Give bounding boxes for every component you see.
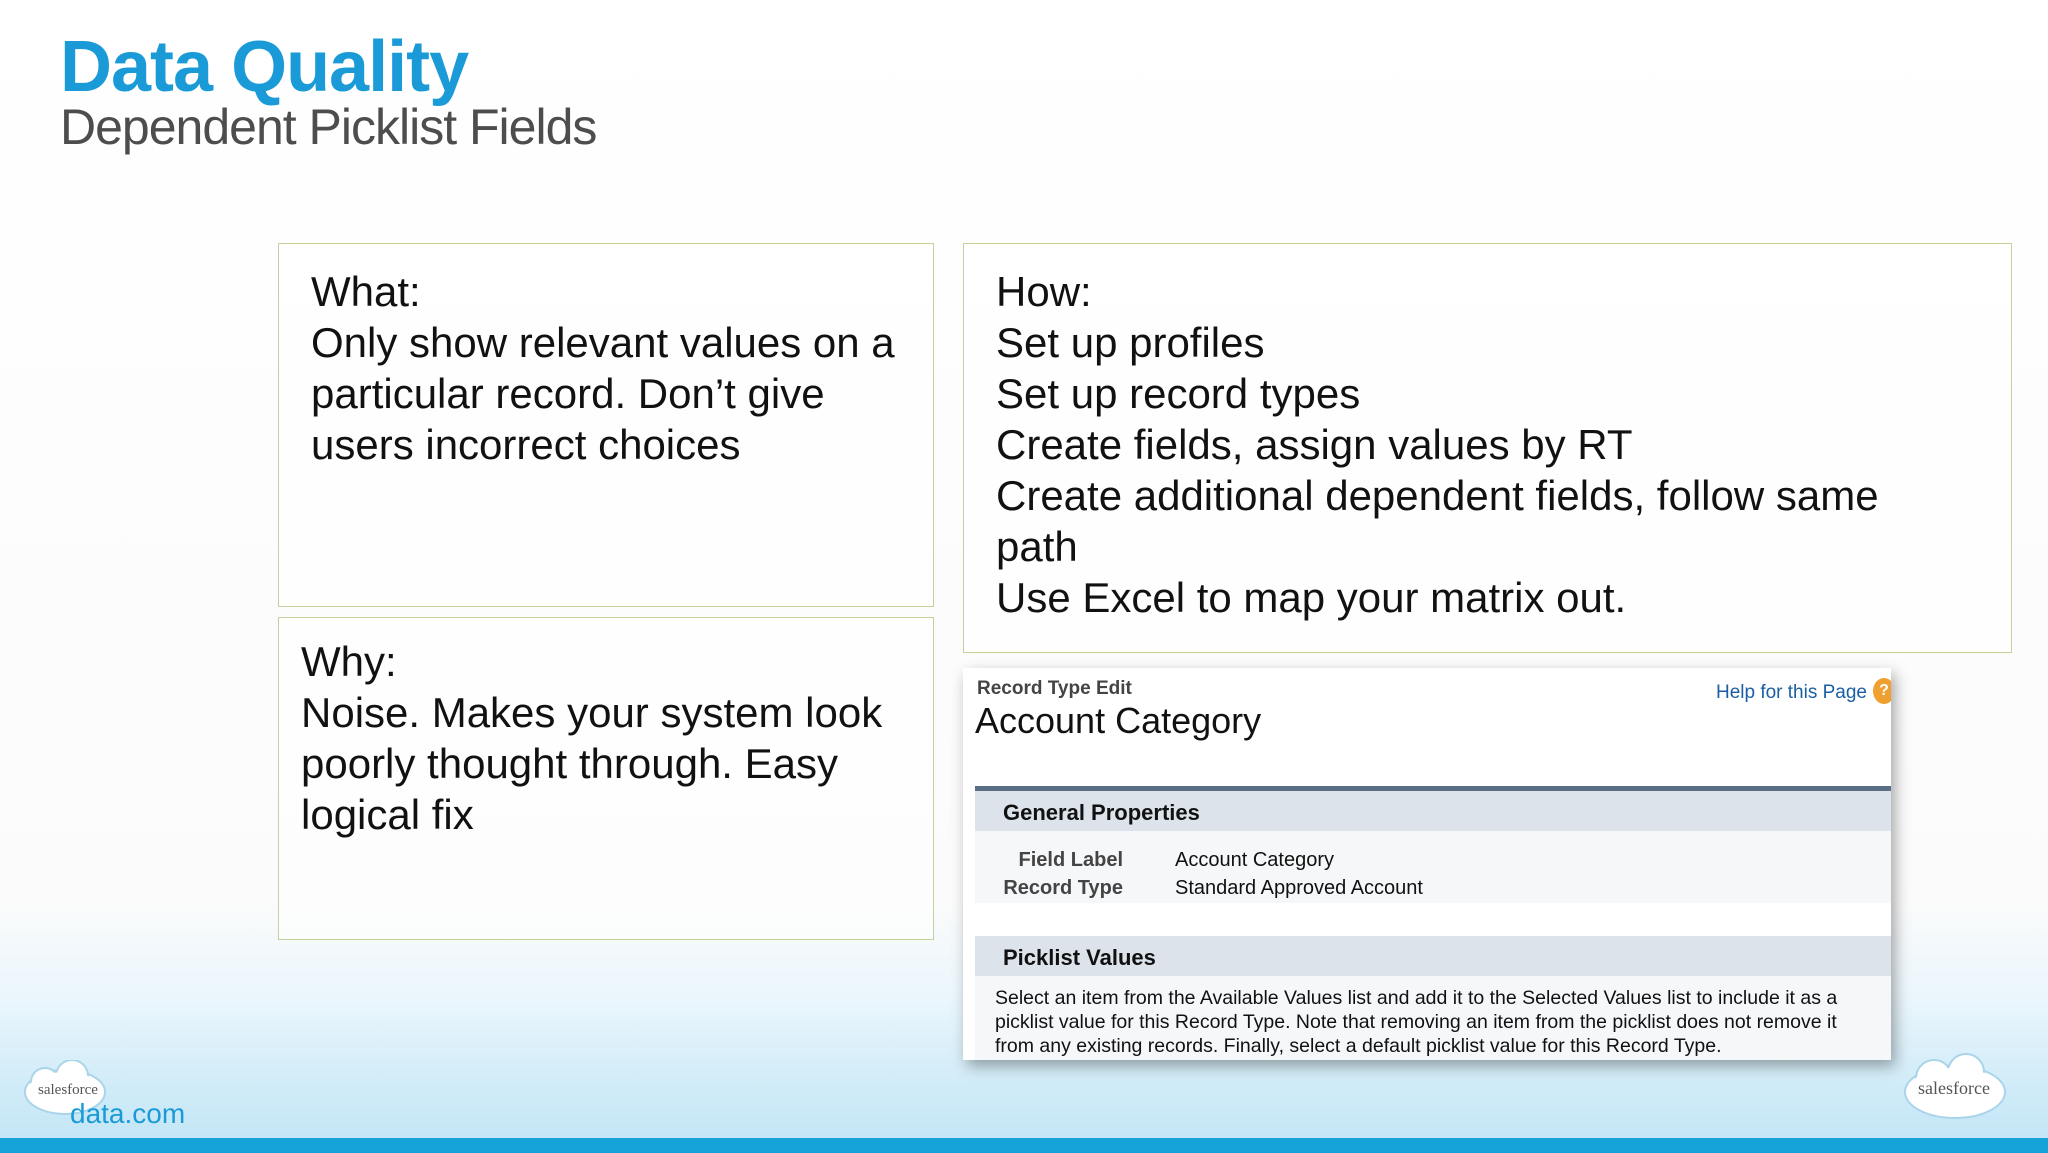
- record-type-row: [975, 877, 1875, 903]
- cloud-text: salesforce: [1918, 1078, 1990, 1098]
- how-step: Use Excel to map your matrix out.: [996, 574, 1627, 621]
- salesforce-datacom-logo: [20, 1060, 200, 1130]
- how-step: Create additional dependent fields, follow same: [996, 472, 1879, 519]
- record-type-edit-screenshot: [963, 668, 1891, 1060]
- why-line: poorly thought through. Easy: [301, 740, 839, 787]
- help-link[interactable]: Help for this Page: [1715, 682, 1867, 703]
- how-step: path: [996, 523, 1078, 570]
- salesforce-logo: [1900, 1052, 2010, 1126]
- how-step: Create fields, assign values by RT: [996, 421, 1633, 468]
- why-heading: Why:: [301, 638, 397, 685]
- help-icon[interactable]: ?: [1873, 678, 1891, 704]
- cloud-text: salesforce: [38, 1082, 98, 1098]
- how-heading: How:: [996, 268, 1092, 315]
- field-label-label: Field Label: [1018, 849, 1123, 871]
- what-heading: What:: [311, 268, 421, 315]
- why-line: Noise. Makes your system look: [301, 689, 883, 736]
- datacom-text: data.com: [70, 1098, 186, 1129]
- how-step: Set up profiles: [996, 319, 1265, 366]
- what-line: particular record. Don’t give: [311, 370, 825, 417]
- record-name: Account Category: [975, 700, 1262, 741]
- why-line: logical fix: [301, 791, 474, 838]
- section-title: Picklist Values: [975, 936, 1891, 976]
- breadcrumb: Record Type Edit: [977, 678, 1132, 699]
- general-properties-section: [975, 791, 1891, 903]
- field-label-value: Account Category: [1175, 849, 1334, 871]
- how-step: Set up record types: [996, 370, 1361, 417]
- section-title: General Properties: [975, 791, 1891, 831]
- picklist-description: [995, 986, 1875, 1058]
- what-box: [278, 243, 934, 607]
- description-line: Select an item from the Available Values list and add it to the Selected Values list to include it as a: [995, 987, 1838, 1009]
- slide-subtitle: Dependent Picklist Fields: [60, 99, 597, 155]
- field-label-row: [975, 849, 1875, 875]
- description-line: from any existing records. Finally, select a default picklist value for this Record Type.: [995, 1035, 1722, 1057]
- what-line: users incorrect choices: [311, 421, 741, 468]
- picklist-values-section: [975, 936, 1891, 1060]
- record-type-label: Record Type: [1003, 877, 1123, 899]
- what-line: Only show relevant values on a: [311, 319, 895, 366]
- record-type-value: Standard Approved Account: [1175, 877, 1423, 899]
- why-box: [278, 617, 934, 940]
- description-line: picklist value for this Record Type. Note that removing an item from the picklist does not remove it: [995, 1011, 1837, 1033]
- slide-title: Data Quality: [60, 27, 469, 107]
- how-box: [963, 243, 2012, 653]
